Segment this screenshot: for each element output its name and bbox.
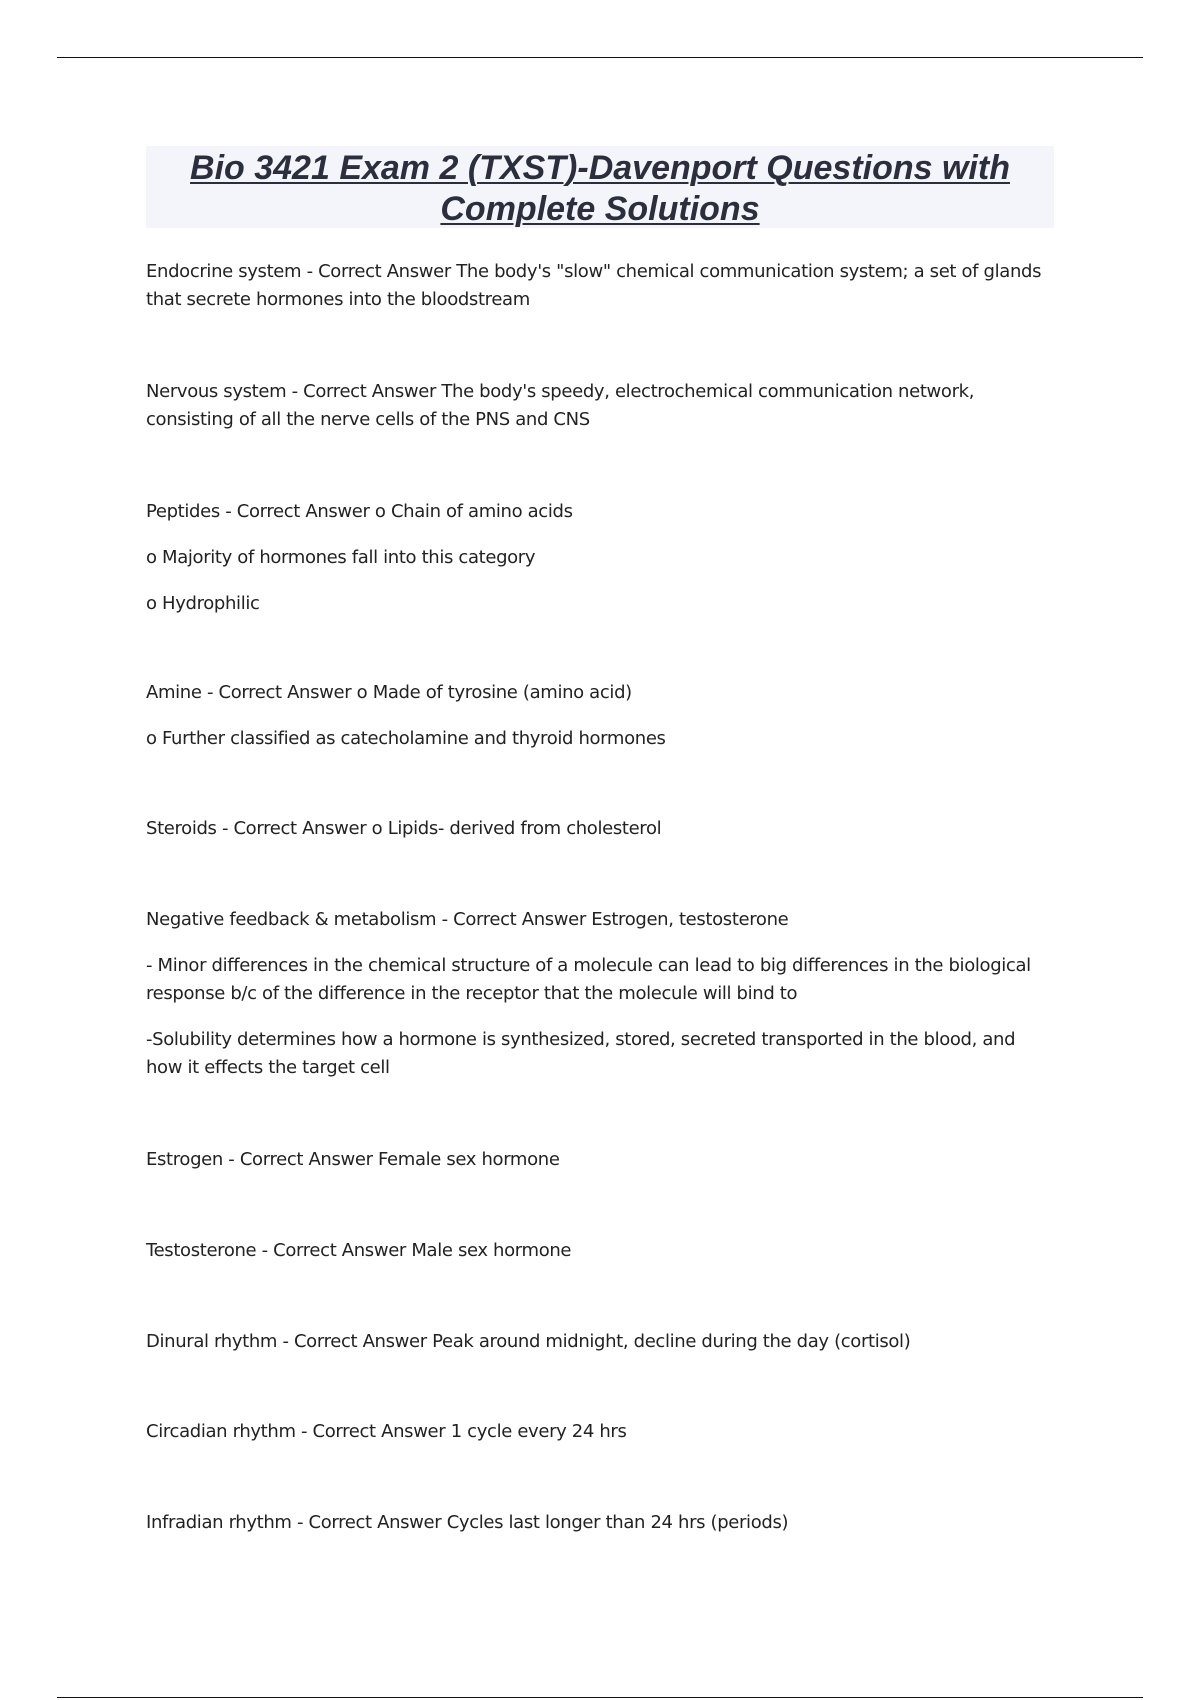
entry-line: Testosterone - Correct Answer Male sex hormone: [146, 1240, 572, 1261]
entry-line: o Hydrophilic: [146, 593, 260, 614]
entry-line: Amine - Correct Answer o Made of tyrosine (amino acid): [146, 682, 632, 703]
entry-circadian-rhythm: [146, 1418, 1056, 1446]
entry-line: o Further classified as catecholamine and thyroid hormones: [146, 728, 666, 749]
entry-negative-feedback: [146, 906, 1056, 1082]
entry-infradian-rhythm: [146, 1509, 1056, 1537]
top-rule: [57, 57, 1143, 58]
entry-line: Endocrine system - Correct Answer The body's "slow" chemical communication system; a set of glands that secrete hormones into the bloodstream: [146, 261, 1042, 310]
entry-line: Circadian rhythm - Correct Answer 1 cycle every 24 hrs: [146, 1421, 627, 1442]
entry-line: Steroids - Correct Answer o Lipids- derived from cholesterol: [146, 818, 662, 839]
entry-line: Estrogen - Correct Answer Female sex hormone: [146, 1149, 560, 1170]
entry-endocrine-system: [146, 258, 1056, 314]
entry-line: Peptides - Correct Answer o Chain of amino acids: [146, 501, 573, 522]
entry-line: Nervous system - Correct Answer The body's speedy, electrochemical communication network, consisting of all the nerve cells of the PNS and CNS: [146, 381, 975, 430]
entry-line: Dinural rhythm - Correct Answer Peak around midnight, decline during the day (cortisol): [146, 1331, 911, 1352]
entry-testosterone: [146, 1237, 1056, 1265]
entry-steroids: [146, 815, 1056, 843]
entry-line: o Majority of hormones fall into this category: [146, 547, 536, 568]
entry-line: -Solubility determines how a hormone is synthesized, stored, secreted transported in the blood, and how it effects the target cell: [146, 1029, 1016, 1078]
document-title: Bio 3421 Exam 2 (TXST)-Davenport Questions with Complete Solutions: [190, 149, 1010, 228]
entry-line: - Minor differences in the chemical structure of a molecule can lead to big differences in the biological response b/c of the difference in the receptor that the molecule will bind to: [146, 955, 1031, 1004]
entry-estrogen: [146, 1146, 1056, 1174]
entry-amine: [146, 679, 1056, 753]
entry-dinural-rhythm: [146, 1328, 1056, 1356]
bottom-rule: [57, 1697, 1143, 1698]
entry-nervous-system: [146, 378, 1056, 434]
title-banner: [146, 146, 1054, 228]
entry-line: Infradian rhythm - Correct Answer Cycles last longer than 24 hrs (periods): [146, 1512, 789, 1533]
entry-peptides: [146, 498, 1056, 618]
entry-line: Negative feedback & metabolism - Correct Answer Estrogen, testosterone: [146, 909, 789, 930]
